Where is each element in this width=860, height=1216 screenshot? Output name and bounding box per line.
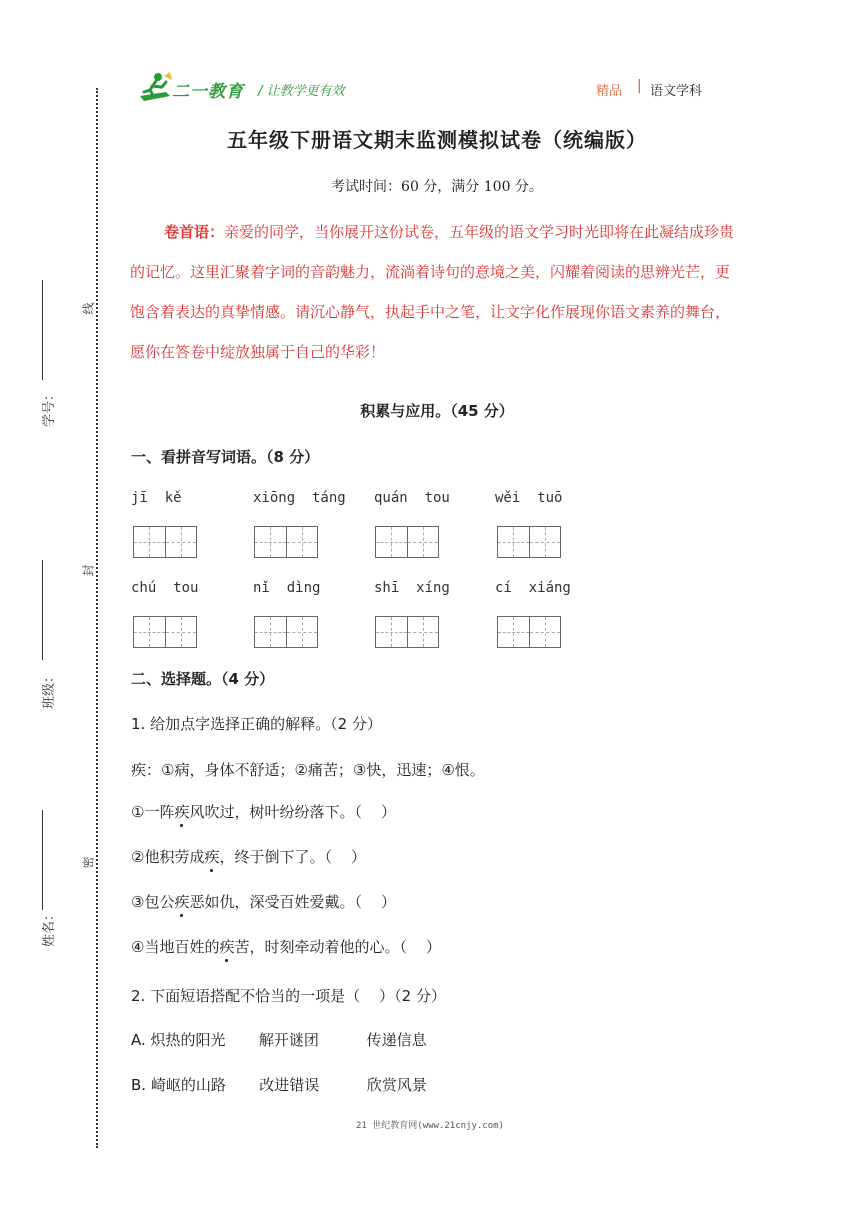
question-1: 1. 给加点字选择正确的解释。（2 分） (131, 715, 382, 733)
class-line (42, 560, 43, 660)
slogan: / 让教学更有效 (258, 84, 345, 99)
question-1-item-2 (131, 846, 366, 867)
item-text: 苦，时刻牵动着他的心。（ ） (234, 938, 442, 956)
answer-grid-7[interactable] (375, 616, 439, 648)
preface-label: 卷首语： (164, 223, 225, 241)
margin-char-feng: 封 (81, 564, 96, 577)
item-text: ④当地百姓的 (131, 938, 220, 956)
binding-dotted-line (96, 88, 98, 1148)
question-2: 2. 下面短语搭配不恰当的一项是（ ）（2 分） (131, 987, 446, 1005)
question-1-item-3 (131, 891, 396, 912)
exam-info: 考试时间：60 分，满分 100 分。 (331, 179, 543, 195)
name-line (42, 810, 43, 910)
preface-text: 亲爱的同学，当你展开这份试卷，五年级的语文学习时光即将在此凝结成珍贵的记忆。这里汇聚着字词的音韵魅力，流淌着诗句的意境之美，闪耀着阅读的思辨光芒，更饱含着表达的真挚情感。请沉心静气，执起手中之笔，让文字化作展现你语文素养的舞台，愿你在答卷中绽放独属于自己的华彩！ (130, 223, 735, 361)
option-a: A. 炽热的阳光 解开谜团 传递信息 (131, 1031, 427, 1049)
margin-char-xian: 线 (81, 302, 96, 315)
logo-text: 二一教育 (172, 82, 244, 102)
section2-title: 二、选择题。（4 分） (131, 670, 275, 688)
margin-char-mi: 密 (81, 856, 96, 869)
pinyin-6: nǐ dìng (253, 580, 321, 596)
item-text: ②他积劳成 (131, 848, 205, 866)
option-b: B. 崎岖的山路 改进错误 欣赏风景 (131, 1076, 427, 1094)
answer-grid-3[interactable] (375, 526, 439, 558)
student-id-label: 学号： (42, 387, 58, 428)
pinyin-2: xiōng táng (253, 490, 346, 506)
dotted-char: 疾 (219, 938, 235, 956)
dotted-char: 疾 (174, 893, 190, 911)
question-1-definition: 疾：①病，身体不舒适；②痛苦；③快，迅速；④恨。 (131, 761, 485, 779)
pinyin-3: quán tou (374, 490, 450, 506)
answer-grid-6[interactable] (254, 616, 318, 648)
part-title: 积累与应用。（45 分） (360, 402, 514, 420)
pinyin-1: jī kě (131, 490, 182, 506)
answer-grid-2[interactable] (254, 526, 318, 558)
item-text: ③包公 (131, 893, 175, 911)
pinyin-7: shī xíng (374, 580, 450, 596)
question-1-item-4 (131, 936, 441, 957)
footer: 21 世纪教育网(www.21cnjy.com) (356, 1121, 504, 1131)
answer-grid-1[interactable] (133, 526, 197, 558)
student-id-line (42, 280, 43, 380)
pinyin-8: cí xiáng (495, 580, 571, 596)
answer-grid-8[interactable] (497, 616, 561, 648)
item-text: 风吹过，树叶纷纷落下。（ ） (189, 803, 397, 821)
header-separator: | (637, 78, 642, 94)
answer-grid-4[interactable] (497, 526, 561, 558)
preface (130, 212, 735, 372)
class-label: 班级： (42, 669, 58, 710)
answer-grid-5[interactable] (133, 616, 197, 648)
pinyin-5: chú tou (131, 580, 199, 596)
page-title: 五年级下册语文期末监测模拟试卷（统编版） (227, 128, 647, 152)
dotted-char: 疾 (174, 803, 190, 821)
quality-badge: 精品 (596, 84, 623, 99)
pinyin-4: wěi tuō (495, 490, 563, 506)
item-text: ，终于倒下了。（ ） (219, 848, 367, 866)
item-text: 恶如仇，深受百姓爱戴。（ ） (189, 893, 397, 911)
section1-title: 一、看拼音写词语。（8 分） (131, 448, 320, 466)
question-1-item-1 (131, 801, 396, 822)
name-label: 姓名： (42, 907, 58, 948)
item-text: ①一阵 (131, 803, 175, 821)
dotted-char: 疾 (204, 848, 220, 866)
subject-label: 语文学科 (650, 84, 703, 99)
